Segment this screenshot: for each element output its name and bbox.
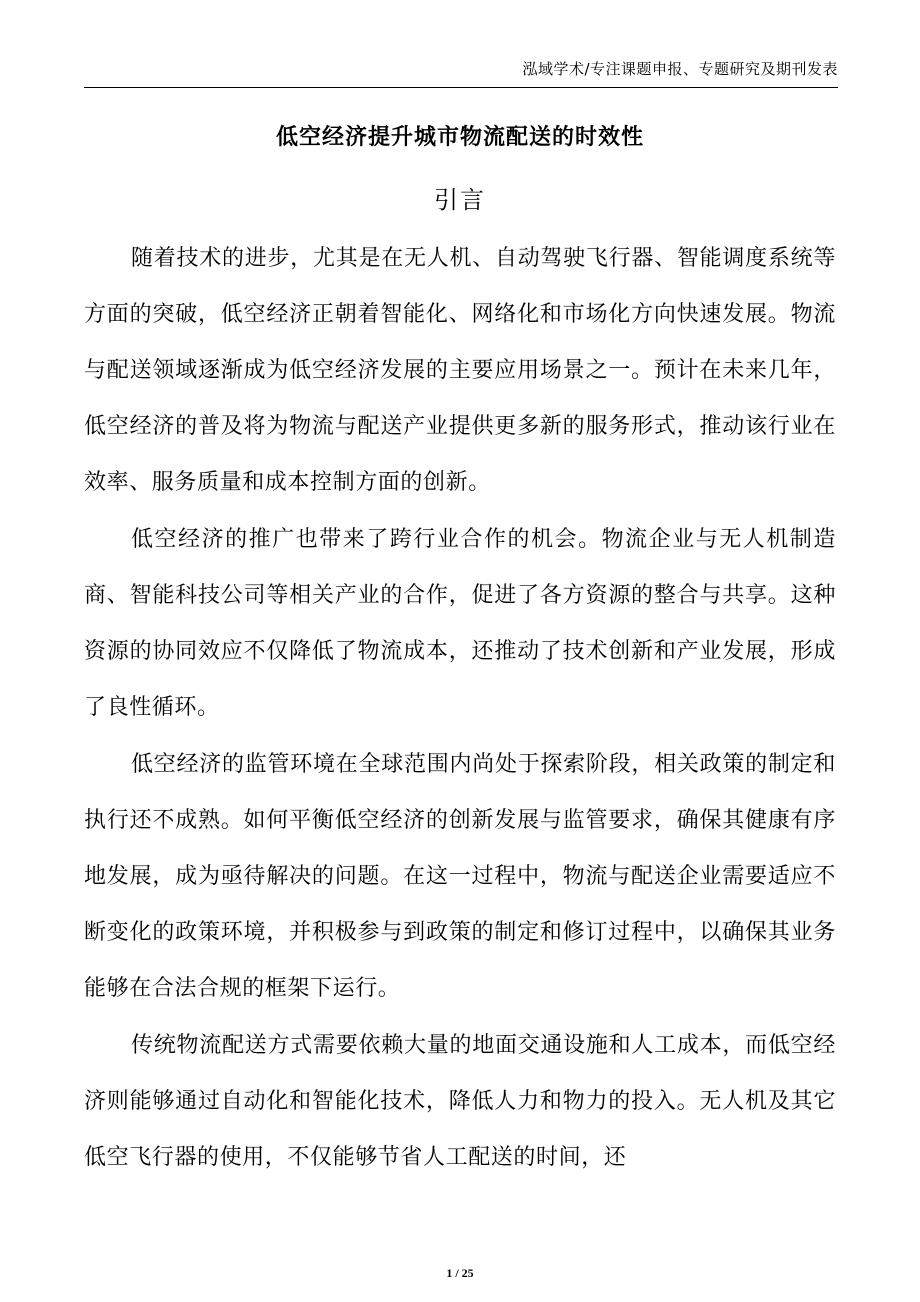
page-number: 1 / 25 xyxy=(446,1266,474,1280)
section-title: 引言 xyxy=(434,186,486,214)
paragraph-1: 随着技术的进步，尤其是在无人机、自动驾驶飞行器、智能调度系统等方面的突破，低空经济正朝着智能化、网络化和市场化方向快速发展。物流与配送领域逐渐成为低空经济发展的主要应用场景之一。预计在未来几年，低空经济的普及将为物流与配送产业提供更多新的服务形式，推动该行业在效率、服务质量和成本控制方面的创新。 xyxy=(84,246,836,495)
document-title: 低空经济提升城市物流配送的时效性 xyxy=(275,125,644,150)
paragraph-2: 低空经济的推广也带来了跨行业合作的机会。物流企业与无人机制造商、智能科技公司等相关产业的合作，促进了各方资源的整合与共享。这种资源的协同效应不仅降低了物流成本，还推动了技术创新和产业发展，形成了良性循环。 xyxy=(84,527,836,720)
header-divider xyxy=(84,87,838,88)
document-body xyxy=(84,231,836,1187)
paragraph-4: 传统物流配送方式需要依赖大量的地面交通设施和人工成本，而低空经济则能够通过自动化和智能化技术，降低人力和物力的投入。无人机及其它低空飞行器的使用，不仅能够节省人工配送的时间，还 xyxy=(84,1033,836,1170)
running-header: 泓域学术/专注课题申报、专题研究及期刊发表 xyxy=(522,60,838,78)
paragraph-3: 低空经济的监管环境在全球范围内尚处于探索阶段，相关政策的制定和执行还不成熟。如何平衡低空经济的创新发展与监管要求，确保其健康有序地发展，成为亟待解决的问题。在这一过程中，物流与配送企业需要适应不断变化的政策环境，并积极参与到政策的制定和修订过程中，以确保其业务能够在合法合规的框架下运行。 xyxy=(84,752,836,1001)
